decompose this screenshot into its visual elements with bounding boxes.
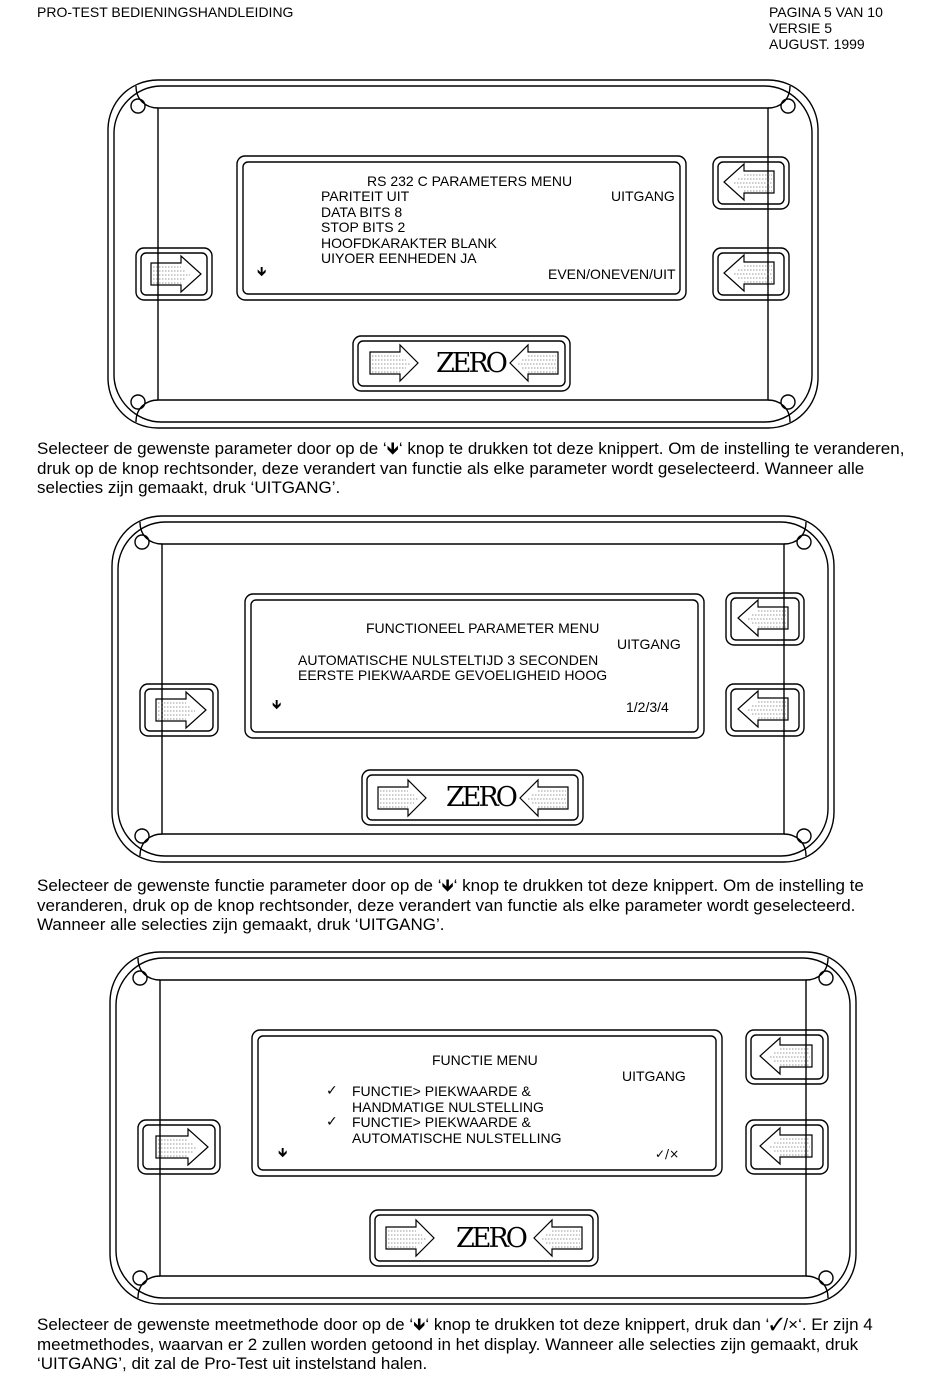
lcd-line: EERSTE PIEKWAARDE GEVOELIGHEID HOOG bbox=[298, 667, 608, 683]
date-label: AUGUST. 1999 bbox=[769, 36, 865, 52]
instruction-paragraph: Selecteer de gewenste parameter door op de ‘🡻‘ knop te drukken tot deze knippert. Om de instelling te veranderen, druk op de knop rechtsonder, deze verandert van functie als elke parameter wordt geselecteerd. Wanneer alle selecties zijn gemaakt, druk ‘UITGANG’. bbox=[37, 439, 905, 497]
left-arrow-icon bbox=[738, 691, 788, 727]
lcd-line: STOP BITS 2 bbox=[321, 219, 406, 235]
version-label: VERSIE 5 bbox=[769, 20, 833, 36]
left-arrow-icon bbox=[520, 780, 568, 816]
lcd-title: FUNCTIONEEL PARAMETER MENU bbox=[366, 620, 600, 636]
document-header-title: PRO-TEST BEDIENINGSHANDLEIDING bbox=[37, 4, 294, 20]
lcd-title: RS 232 C PARAMETERS MENU bbox=[367, 173, 573, 189]
instruction-paragraph: Selecteer de gewenste meetmethode door op de ‘🡻‘ knop te drukken tot deze knippert, druk dan ‘✓/×‘. Er zijn 4 meetmethodes, waarvan er 2 zullen worden getoond in het display. Wanneer alle selecties zijn gemaakt, druk ‘UITGANG’, dit zal de Pro-Test uit instelstand halen. bbox=[37, 1315, 873, 1373]
lcd-menu-item-line: FUNCTIE> PIEKWAARDE & bbox=[352, 1083, 531, 1099]
right-arrow-icon bbox=[378, 780, 426, 816]
device-panel-functional bbox=[110, 514, 836, 864]
check-icon: ✓ bbox=[326, 1083, 338, 1099]
lcd-bottom-right-label: ✓/× bbox=[655, 1147, 680, 1161]
lcd-menu-item-line: HANDMATIGE NULSTELLING bbox=[352, 1099, 544, 1115]
right-arrow-icon bbox=[370, 345, 418, 381]
lcd-menu-item-line: AUTOMATISCHE NULSTELLING bbox=[352, 1130, 562, 1146]
right-arrow-icon bbox=[156, 692, 206, 728]
down-arrow-icon: 🡻 bbox=[278, 1146, 288, 1161]
lcd-line: DATA BITS 8 bbox=[321, 204, 403, 220]
down-arrow-icon: 🡻 bbox=[257, 265, 267, 280]
device-panel-rs232 bbox=[106, 78, 820, 430]
zero-button-label: ZERO bbox=[456, 1223, 525, 1254]
lcd-menu-item-line: FUNCTIE> PIEKWAARDE & bbox=[352, 1114, 531, 1130]
page-number: PAGINA 5 VAN 10 bbox=[769, 4, 883, 20]
left-arrow-icon bbox=[510, 345, 558, 381]
down-arrow-icon: 🡻 bbox=[272, 698, 282, 713]
document-header-meta bbox=[769, 4, 883, 52]
lcd-exit-label: UITGANG bbox=[622, 1068, 686, 1084]
lcd-exit-label: UITGANG bbox=[611, 188, 675, 204]
lcd-exit-label: UITGANG bbox=[617, 636, 681, 652]
lcd-line: AUTOMATISCHE NULSTELTIJD 3 SECONDEN bbox=[298, 652, 599, 668]
left-arrow-icon bbox=[534, 1220, 582, 1256]
left-arrow-icon bbox=[724, 255, 774, 291]
lcd-line: PARITEIT UIT bbox=[321, 188, 410, 204]
lcd-bottom-right-label: 1/2/3/4 bbox=[626, 699, 669, 715]
check-icon: ✓ bbox=[326, 1114, 338, 1130]
lcd-bottom-right-label: EVEN/ONEVEN/UIT bbox=[548, 266, 676, 282]
left-arrow-icon bbox=[760, 1128, 812, 1164]
device-panel-function-menu bbox=[108, 950, 858, 1306]
instruction-paragraph: Selecteer de gewenste functie parameter door op de ‘🡻‘ knop te drukken tot deze knippert. Om de instelling te veranderen, druk op de knop rechtsonder, deze verandert van functie als elke parameter wordt geselecteerd. Wanneer alle selecties zijn gemaakt, druk ‘UITGANG’. bbox=[37, 876, 864, 934]
left-arrow-icon bbox=[724, 164, 774, 200]
left-arrow-icon bbox=[738, 600, 788, 636]
lcd-line: HOOFDKARAKTER BLANK bbox=[321, 235, 497, 251]
right-arrow-icon bbox=[386, 1220, 434, 1256]
left-arrow-icon bbox=[760, 1038, 812, 1074]
lcd-title: FUNCTIE MENU bbox=[432, 1052, 538, 1068]
zero-button-label: ZERO bbox=[446, 782, 515, 813]
right-arrow-icon bbox=[156, 1129, 208, 1165]
lcd-line: UIYOER EENHEDEN JA bbox=[321, 250, 477, 266]
zero-button-label: ZERO bbox=[436, 348, 505, 379]
